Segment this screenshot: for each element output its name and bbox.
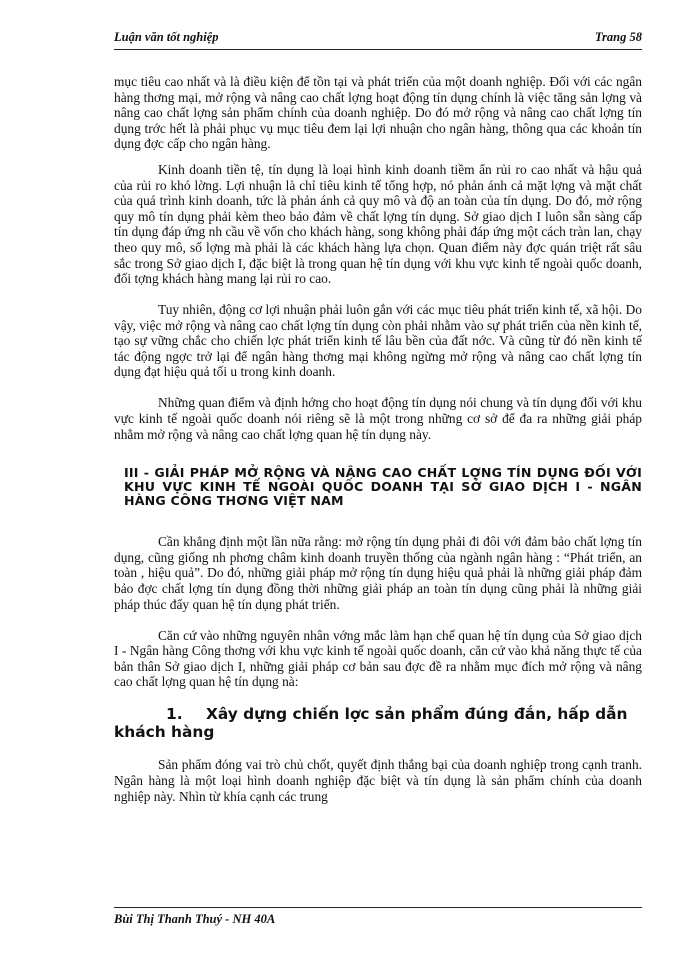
subsection-heading: [114, 705, 642, 741]
paragraph-1: mục tiêu cao nhất và là điều kiện để tồn tại và phát triển của một doanh nghiệp. Đối với các ngân hàng thơng mại, mở rộng và nâng cao chất lợng hoạt động tín dụng chính là việc tăng sản lợng và nâng cao chất lợng sản phẩm chính của doanh nghiệp. Do đó mở rộng và nâng cao chất lợng tín dụng trớc hết là phải phục vụ mục tiêu đem lại lợi nhuận cho ngân hàng, thông qua các khoản tín dụng đợc cấp cho ngân hàng.: [114, 74, 642, 152]
paragraph-2: Kinh doanh tiền tệ, tín dụng là loại hình kinh doanh tiềm ẩn rủi ro cao nhất và hậu quả của rủi ro khó lờng. Lợi nhuận là chỉ tiêu kinh tế tổng hợp, nó phản ánh cả mặt lợng và mặt chất của quá trình kinh doanh, tức là phản ánh cả quy mô và độ an toàn của tín dụng. Do đó, mở rộng quy mô tín dụng phải kèm theo bảo đảm về chất lợng tín dụng. Sở giao dịch I luôn sẵn sàng cấp tín dụng đáp ứng nh cầu về vốn cho khách hàng, song không phải đáp ứng một cách tràn lan, chạy theo quy mô, số lợng mà phải là các khách hàng lựa chọn. Quan điểm này đợc quán triệt rất sâu sắc trong Sở giao dịch I, đặc biệt là trong quan hệ tín dụng với khu vực kinh tế ngoài quốc doanh, đối tợng khách hàng mang lại rủi ro cao.: [114, 161, 642, 287]
paragraph-6: Căn cứ vào những nguyên nhân vớng mắc làm hạn chế quan hệ tín dụng của Sở giao dịch I - Ngân hàng Công thơng với khu vực kinh tế ngoài quốc doanh, căn cứ vào khả năng thực tế của bản thân Sở giao dịch I, những giải pháp cơ bản sau đợc đề ra nhằm mục đích mở rộng và nâng cao chất lợng quan hệ tín dụng nà:: [114, 627, 642, 690]
document-title: Luận văn tốt nghiệp: [114, 30, 219, 44]
paragraph-4: Những quan điểm và định hớng cho hoạt động tín dụng nói chung và tín dụng đối với khu vực kinh tế ngoài quốc doanh nói riêng sẽ là một trong những cơ sở để đa ra những giải pháp nhằm mở rộng và nâng cao chất lợng quan hệ tín dụng này.: [114, 395, 642, 442]
subsection-title: Xây dựng chiến lợc sản phẩm đúng đắn, hấp dẫn khách hàng: [114, 705, 628, 742]
footer-rule: [114, 907, 642, 908]
paragraph-5: Cần khẳng định một lần nữa rằng: mở rộng tín dụng phải đi đôi với đảm bảo chất lợng tín dụng, cũng giống nh phơng châm kinh doanh truyền thống của ngành ngân hàng : “Phát triển, an toàn , hiệu quả”. Do đó, những giải pháp mở rộng tín dụng hiệu quả phải là những giải pháp đảm bảo đợc chất lợng tín dụng đồng thời những giải pháp an toàn tín dụng cũng phải là những giải pháp thúc đẩy quan hệ tín dụng phát triển.: [114, 534, 642, 612]
header-rule: [114, 49, 642, 50]
paragraph-3: Tuy nhiên, động cơ lợi nhuận phải luôn gắn với các mục tiêu phát triển kinh tế, xã hội. Do vậy, việc mở rộng và nâng cao chất lợng tín dụng còn phải nhằm vào sự phát triển của nền kinh tế, tạo sự vững chắc cho chiến lợc phát triển kinh tế lâu bền của đất nớc. Và cũng từ đó nền kinh tế tác động ngợc trở lại để ngân hàng thơng mại không ngừng mở rộng và nâng cao chất lợng tín dụng đạt hiệu quả tối u trong kinh doanh.: [114, 302, 642, 380]
section-heading: III - GIẢI PHÁP MỞ RỘNG VÀ NÂNG CAO CHẤT LỢNG TÍN DỤNG ĐỐI VỚI KHU VỰC KINH TẾ NGOÀI QUỐC DOANH TẠI SỞ GIAO DỊCH I - NGÂN HÀNG CÔNG THƠNG VIỆT NAM: [124, 465, 642, 509]
page-body: [114, 74, 642, 894]
footer-author: Bùi Thị Thanh Thuý - NH 40A: [114, 912, 276, 926]
subsection-number: 1.: [166, 705, 183, 724]
paragraph-7: Sản phẩm đóng vai trò chủ chốt, quyết định thắng bại của doanh nghiệp trong cạnh tranh. Ngân hàng là một loại hình doanh nghiệp đặc biệt và tín dụng là sản phẩm chính của doanh nghiệp này. Nhìn từ khía cạnh các trung: [114, 757, 642, 804]
page-header: [114, 30, 642, 50]
page-number: Trang 58: [594, 30, 642, 44]
